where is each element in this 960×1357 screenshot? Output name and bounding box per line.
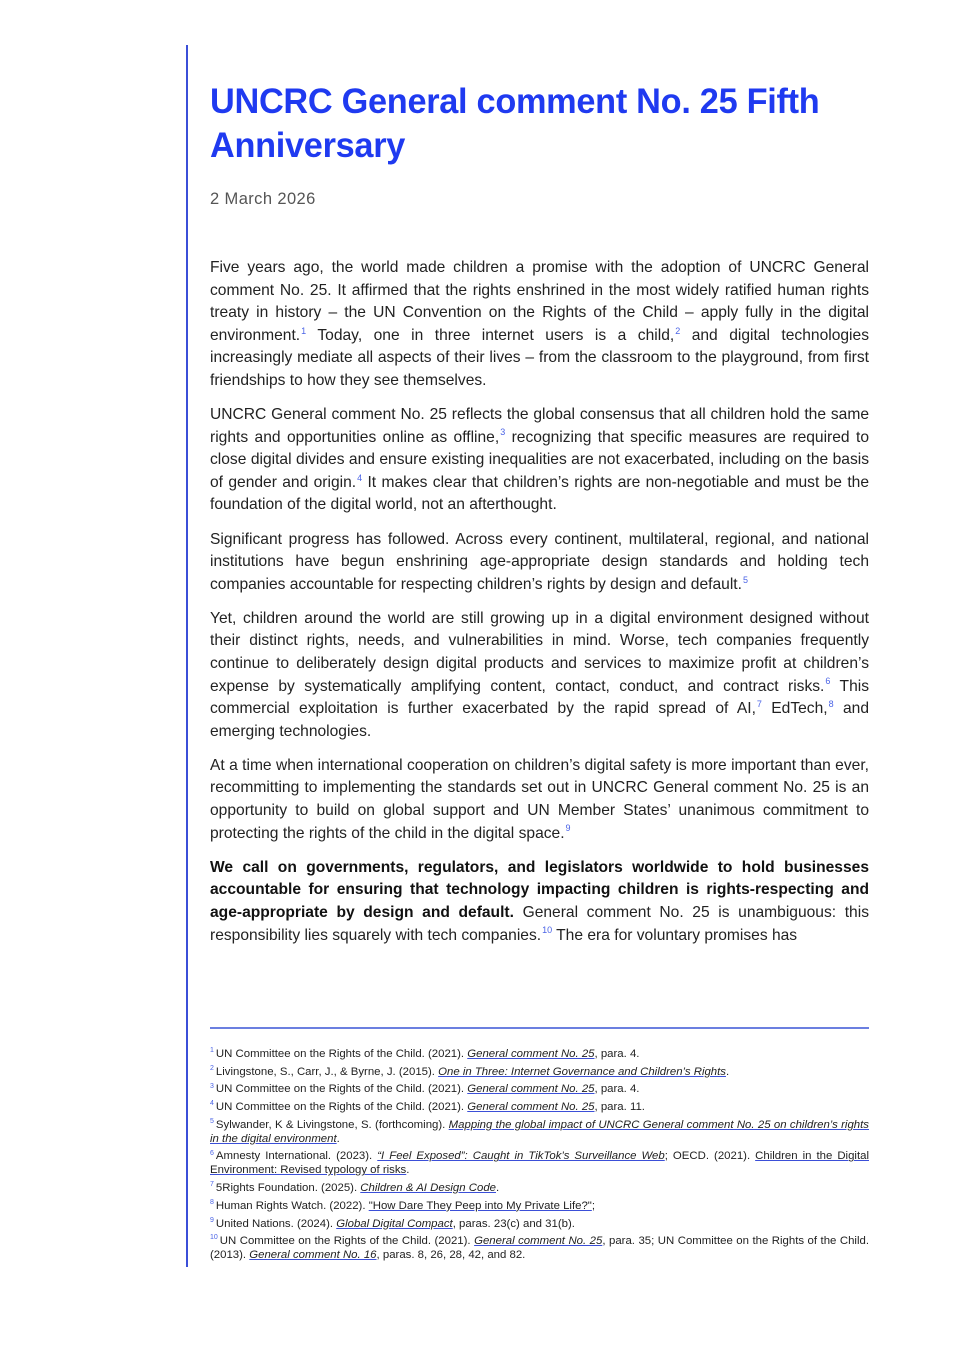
document-title: UNCRC General comment No. 25 Fifth Anniversary: [210, 82, 820, 165]
footnote-item: [210, 1082, 869, 1096]
paragraph-text: This commercial exploitation is further exacerbated by the rapid spread of AI,: [210, 677, 870, 718]
footnote-text: , paras. 23(c) and 31(b).: [452, 1217, 575, 1230]
body-paragraph: [210, 857, 869, 947]
footnote-text: Amnesty International. (2023).: [215, 1150, 378, 1163]
footnote-number: 7: [210, 1181, 214, 1189]
footnote-citation-link[interactable]: “I Feel Exposed”: Caught in TikTok’s Surveillance Web: [377, 1150, 665, 1163]
footnote-reference[interactable]: 1: [301, 325, 307, 336]
footnote-item: [210, 1149, 869, 1177]
footnote-number: 2: [210, 1064, 214, 1072]
body-paragraphs: [210, 257, 869, 947]
footnote-item: [210, 1181, 869, 1195]
body-paragraph: [210, 608, 869, 744]
footnote-citation-link[interactable]: General comment No. 25: [467, 1083, 595, 1096]
footnote-text: UN Committee on the Rights of the Child. (2021).: [215, 1048, 468, 1060]
body-paragraph: [210, 529, 869, 597]
call-to-action-text: We call on governments, regulators, and legislators worldwide to hold businesses accountable for ensuring that technology impacting children is rights-respecting and age-appropriate by design and default.: [210, 858, 869, 921]
footnote-separator: [210, 1027, 869, 1029]
footnote-reference[interactable]: 9: [565, 823, 571, 834]
footnote-item: [210, 1118, 869, 1146]
footnote-text: Sylwander, K & Livingstone, S. (forthcoming).: [215, 1118, 449, 1131]
footnote-number: 10: [210, 1234, 218, 1242]
footnote-text: .: [406, 1164, 410, 1177]
footnote-text: Human Rights Watch. (2022).: [215, 1199, 369, 1212]
paragraph-text: Today, one in three internet users is a child,: [306, 326, 675, 344]
footnote-text: UN Committee on the Rights of the Child. (2021).: [215, 1101, 468, 1114]
document-date: 2 March 2026: [210, 190, 316, 208]
footnote-item: [210, 1047, 869, 1061]
footnote-citation-link[interactable]: General comment No. 25: [467, 1048, 595, 1060]
footnote-number: 1: [210, 1047, 214, 1055]
footnote-reference[interactable]: 3: [500, 427, 506, 438]
footnote-number: 5: [210, 1117, 214, 1125]
footnote-text: .: [336, 1132, 340, 1145]
footnote-text: ; OECD. (2021).: [664, 1150, 756, 1163]
paragraph-text: and emerging technologies.: [210, 700, 869, 740]
footnote-reference[interactable]: 6: [825, 676, 831, 687]
footnote-text: , para. 4.: [594, 1083, 640, 1096]
footnote-citation-link[interactable]: General comment No. 16: [249, 1249, 377, 1262]
footnote-citation-link[interactable]: Children & AI Design Code: [360, 1182, 496, 1195]
footnote-citation-link[interactable]: Mapping the global impact of UNCRC General comment No. 25 on children’s rights in the digital environment: [210, 1118, 869, 1145]
footnote-text: , para. 11.: [594, 1101, 645, 1114]
left-margin-rule: [186, 45, 188, 1267]
footnote-citation-link[interactable]: General comment No. 25: [474, 1235, 603, 1248]
paragraph-text: Five years ago, the world made children a promise with the adoption of UNCRC General comment No. 25. It affirmed that the rights enshrined in the most widely ratified human rights treaty in history – the UN Convention on the Rights of the Child – apply fully in the digital environment.: [210, 259, 869, 344]
footnote-text: United Nations. (2024).: [215, 1217, 337, 1230]
footnote-text: .: [495, 1182, 500, 1195]
footnote-item: [210, 1100, 869, 1114]
paragraph-text: General comment No. 25 is unambiguous: this responsibility lies squarely with tech companies.: [210, 903, 869, 944]
footnote-citation-link[interactable]: Global Digital Compact: [336, 1217, 453, 1230]
paragraph-text: EdTech,: [761, 700, 828, 718]
footnote-item: [210, 1065, 869, 1079]
footnote-number: 8: [210, 1199, 214, 1207]
paragraph-text: At a time when international cooperation on children’s digital safety is more important than ever, recommitting to implementing the standards set out in UNCRC General comment No. 25 is an opportunity to build on global support and UN Member States’ unanimous commitment to protecting the rights of the child in the digital space.: [210, 756, 869, 842]
footnote-text: Livingstone, S., Carr, J., & Byrne, J. (2015).: [215, 1065, 439, 1078]
footnote-reference[interactable]: 8: [828, 699, 834, 709]
footnote-item: [210, 1199, 869, 1213]
footnote-number: 6: [210, 1149, 214, 1157]
footnote-text: ;: [591, 1199, 595, 1212]
footnote-text: , para. 35; UN Committee on the Rights of the Child. (2013).: [210, 1235, 869, 1262]
footnote-reference[interactable]: 2: [675, 325, 681, 336]
footnotes-section: [210, 1047, 869, 1266]
paragraph-text: Significant progress has followed. Across every continent, multilateral, regional, and national institutions have begun enshrining age-appropriate design standards and holding tech companies accountable for respecting children’s rights by design and default.: [210, 530, 869, 593]
footnote-citation-link[interactable]: Children in the Digital Environment: Revised typology of risks: [210, 1150, 869, 1177]
footnote-citation-link[interactable]: General comment No. 25: [467, 1101, 595, 1114]
document-body: [210, 80, 869, 959]
paragraph-text: It makes clear that children’s rights are non-negotiable and must be the foundation of the digital world, not an afterthought.: [210, 473, 869, 514]
footnote-reference[interactable]: 4: [357, 472, 363, 483]
footnote-citation-link[interactable]: One in Three: Internet Governance and Children’s Rights: [438, 1065, 727, 1078]
body-paragraph: [210, 755, 869, 845]
paragraph-text: UNCRC General comment No. 25 reflects the global consensus that all children hold the same rights and opportunities online as offline,: [210, 406, 869, 446]
body-paragraph: [210, 257, 869, 393]
footnote-text: 5Rights Foundation. (2025).: [215, 1182, 361, 1195]
footnote-reference[interactable]: 5: [742, 574, 748, 585]
footnote-text: UN Committee on the Rights of the Child. (2021).: [215, 1083, 468, 1096]
footnote-text: , paras. 8, 26, 28, 42, and 82.: [376, 1249, 526, 1262]
footnote-number: 4: [210, 1100, 214, 1108]
footnote-text: , para. 4.: [594, 1048, 640, 1060]
footnote-number: 3: [210, 1082, 214, 1090]
footnote-item: [210, 1234, 869, 1262]
footnote-number: 9: [210, 1216, 214, 1224]
footnote-item: [210, 1217, 869, 1231]
footnote-reference[interactable]: 7: [756, 699, 762, 709]
footnote-text: .: [726, 1065, 730, 1078]
paragraph-text: Yet, children around the world are still growing up in a digital environment designed without their distinct rights, needs, and vulnerabilities in mind. Worse, tech companies frequently continue to deliberately design digital products and services to maximize profit at children’s expense by systematically amplifying content, contact, conduct, and contract risks.: [210, 609, 869, 695]
footnote-reference[interactable]: 10: [542, 925, 553, 936]
paragraph-text: and digital technologies increasingly mediate all aspects of their lives – from the classroom to the playground, from first friendships to how they see themselves.: [210, 326, 869, 389]
footnote-citation-link[interactable]: "How Dare They Peep into My Private Life?": [368, 1199, 592, 1212]
paragraph-text: recognizing that specific measures are required to close digital divides and ensure existing inequalities are not exacerbated, including on the basis of gender and origin.: [210, 428, 869, 491]
footnote-text: UN Committee on the Rights of the Child. (2021).: [219, 1235, 475, 1248]
body-paragraph: [210, 404, 869, 517]
paragraph-text: The era for voluntary promises has: [552, 926, 798, 944]
